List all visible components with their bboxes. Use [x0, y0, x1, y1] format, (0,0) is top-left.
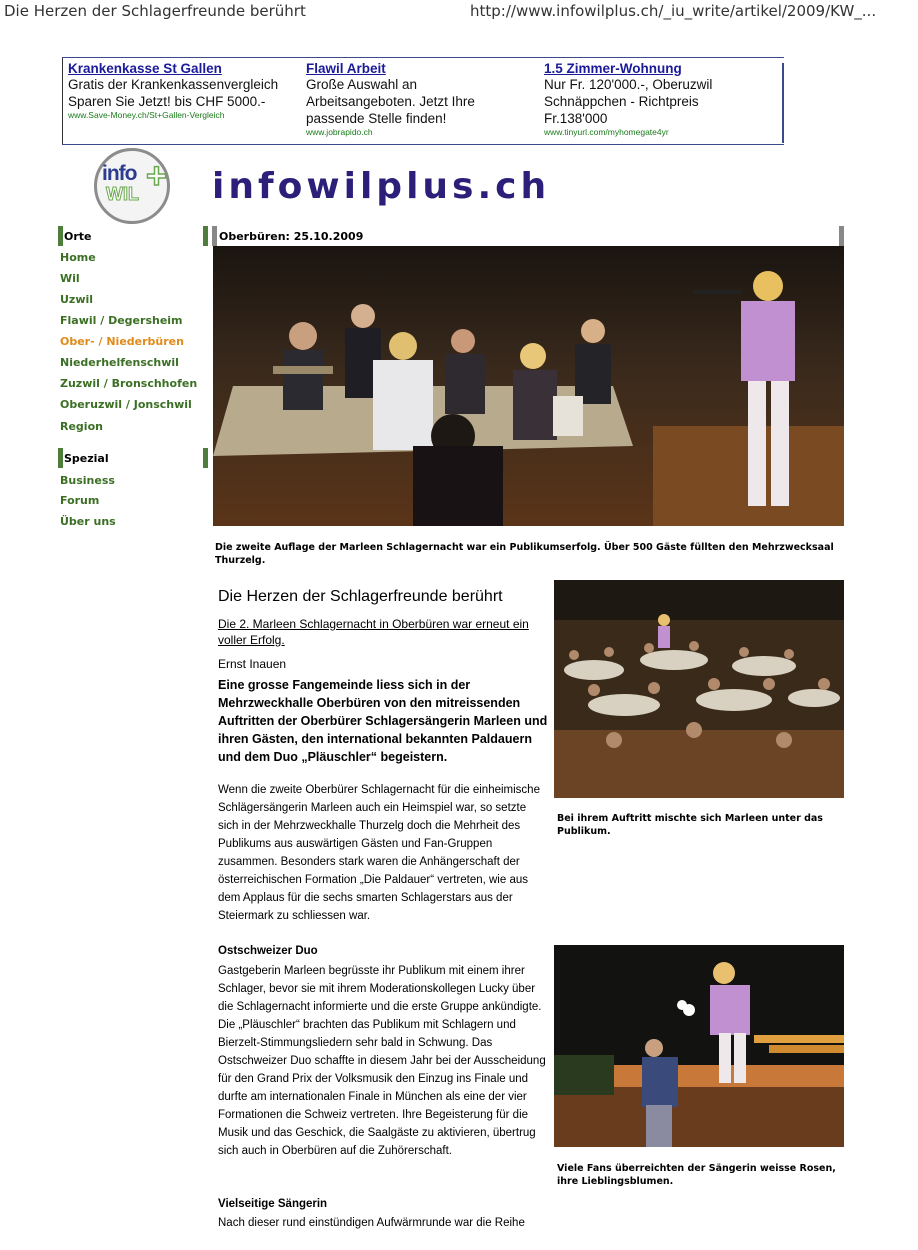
nav-item-niederhelfenschwil[interactable]: Niederhelfenschwil [60, 356, 179, 369]
nav-section-spezial [58, 448, 208, 468]
article-title: Die Herzen der Schlagerfreunde berührt [218, 588, 503, 605]
dateline-bar [212, 226, 844, 246]
article-heading-2: Ostschweizer Duo [218, 945, 318, 957]
side-photo-audience-caption: Bei ihrem Auftritt mischte sich Marleen unter das Publikum. [557, 813, 823, 837]
ad-1[interactable] [68, 61, 294, 120]
logo-info-text: info [102, 162, 137, 185]
ad-2[interactable] [306, 61, 502, 137]
nav-section-spezial-title: Spezial [64, 452, 109, 465]
article-subtitle: Die 2. Marleen Schlagernacht in Oberbüren war erneut ein voller Erfolg. [218, 617, 529, 647]
logo-plus-icon: + [146, 155, 168, 196]
main-photo-caption: Die zweite Auflage der Marleen Schlagernacht war ein Publikumserfolg. Über 500 Gäste füllten den Mehrzwecksaal Thurzelg. [215, 542, 834, 566]
side-photo-roses [554, 945, 844, 1147]
print-header-url: http://www.infowilplus.ch/_iu_write/artikel/2009/KW_... [470, 2, 877, 20]
ad-2-text: Große Auswahl an Arbeitsangeboten. Jetzt Ihre passende Stelle finden! [306, 77, 475, 126]
article-paragraph-3: Nach dieser rund einstündigen Aufwärmrunde war die Reihe [218, 1217, 525, 1229]
article-lead: Eine grosse Fangemeinde liess sich in der Mehrzweckhalle Oberbüren von den mitreissenden Auftritten der Oberbürer Schlagersängerin Marleen und ihren Gästen, den international bekannten Paldauern und dem Duo „Pläuschler“ begeistern. [218, 678, 548, 764]
nav-item-wil[interactable]: Wil [60, 272, 80, 285]
nav-item-uzwil[interactable]: Uzwil [60, 293, 94, 306]
article-paragraph-2: Gastgeberin Marleen begrüsste ihr Publikum mit einem ihrer Schlager, bevor sie mit ihrem Moderationskollegen Lucky über die Schlagernacht informierte und die erste Gruppe ankündigte. Die „Pläuschler“ brachten das Publikum mit Schlagern und Bierzelt-Stimmungsliedern sehr bald in Schwung. Das Ostschweizer Duo schaffte in diesem Jahr bei der Ausscheidung für den Grand Prix der Volksmusik den Einzug ins Finale und durfte am internationalen Finale in München als eine der vier Formationen die Schweiz vertreten. Ihre Begeisterung für die Musik und das Geschick, die Saalgäste zu aktivieren, übertrug sich auch in Oberbüren auf die Zuhörerschaft. [218, 965, 546, 1157]
side-photo-roses-caption: Viele Fans überreichten der Sängerin weisse Rosen, ihre Lieblingsblumen. [557, 1163, 836, 1187]
ad-3-title[interactable]: 1.5 Zimmer-Wohnung [544, 61, 682, 76]
nav-item-oberuzwil[interactable]: Oberuzwil / Jonschwil [60, 398, 192, 411]
dateline: Oberbüren: 25.10.2009 [219, 230, 364, 243]
ad-3-text: Nur Fr. 120'000.-, Oberuzwil Schnäppchen - Richtpreis Fr.138'000 [544, 77, 713, 126]
site-title[interactable]: infowilplus.ch [212, 166, 551, 207]
ad-1-text: Gratis der Krankenkassenvergleich Sparen Sie Jetzt! bis CHF 5000.- [68, 77, 279, 109]
main-photo [213, 246, 844, 526]
nav-section-orte-title: Orte [64, 230, 92, 243]
print-header-title: Die Herzen der Schlagerfreunde berührt [4, 2, 306, 20]
article-author: Ernst Inauen [218, 657, 287, 671]
nav-item-oberbueren[interactable]: Ober- / Niederbüren [60, 335, 184, 348]
ad-3-url[interactable]: www.tinyurl.com/myhomegate4yr [544, 127, 669, 137]
nav-item-flawil[interactable]: Flawil / Degersheim [60, 314, 183, 327]
article-paragraph-1: Wenn die zweite Oberbürer Schlagernacht für die einheimische Schlägersängerin Marleen auch ein Heimspiel war, so setzte sich in der Mehrzweckhalle Thurzelg doch die Mehrheit des Publikums aus auswärtigen Gästen und Fan-Gruppen zusammen. Besonders stark waren die Anhängerschaft der österreichischen Formation „Die Paldauer“ vertreten, wie aus dem Applaus für die sechs smarten Schlagerstars aus der Steiermark zu schliessen war. [218, 784, 540, 922]
ad-1-url[interactable]: www.Save-Money.ch/St+Gallen-Vergleich [68, 110, 225, 120]
nav-item-ueber-uns[interactable]: Über uns [60, 515, 116, 528]
logo-wil-text: WIL [106, 184, 139, 204]
nav-section-orte [58, 226, 208, 246]
ad-2-url[interactable]: www.jobrapido.ch [306, 127, 373, 137]
ad-1-title[interactable]: Krankenkasse St Gallen [68, 61, 222, 76]
article-heading-3: Vielseitige Sängerin [218, 1198, 328, 1210]
nav-item-region[interactable]: Region [60, 420, 103, 433]
nav-item-business[interactable]: Business [60, 474, 115, 487]
nav-item-forum[interactable]: Forum [60, 494, 100, 507]
ad-3[interactable] [544, 61, 740, 137]
side-photo-audience [554, 580, 844, 798]
nav-item-home[interactable]: Home [60, 251, 96, 264]
ad-2-title[interactable]: Flawil Arbeit [306, 61, 386, 76]
ad-banner [62, 57, 784, 145]
nav-item-zuzwil[interactable]: Zuzwil / Bronschhofen [60, 377, 198, 390]
